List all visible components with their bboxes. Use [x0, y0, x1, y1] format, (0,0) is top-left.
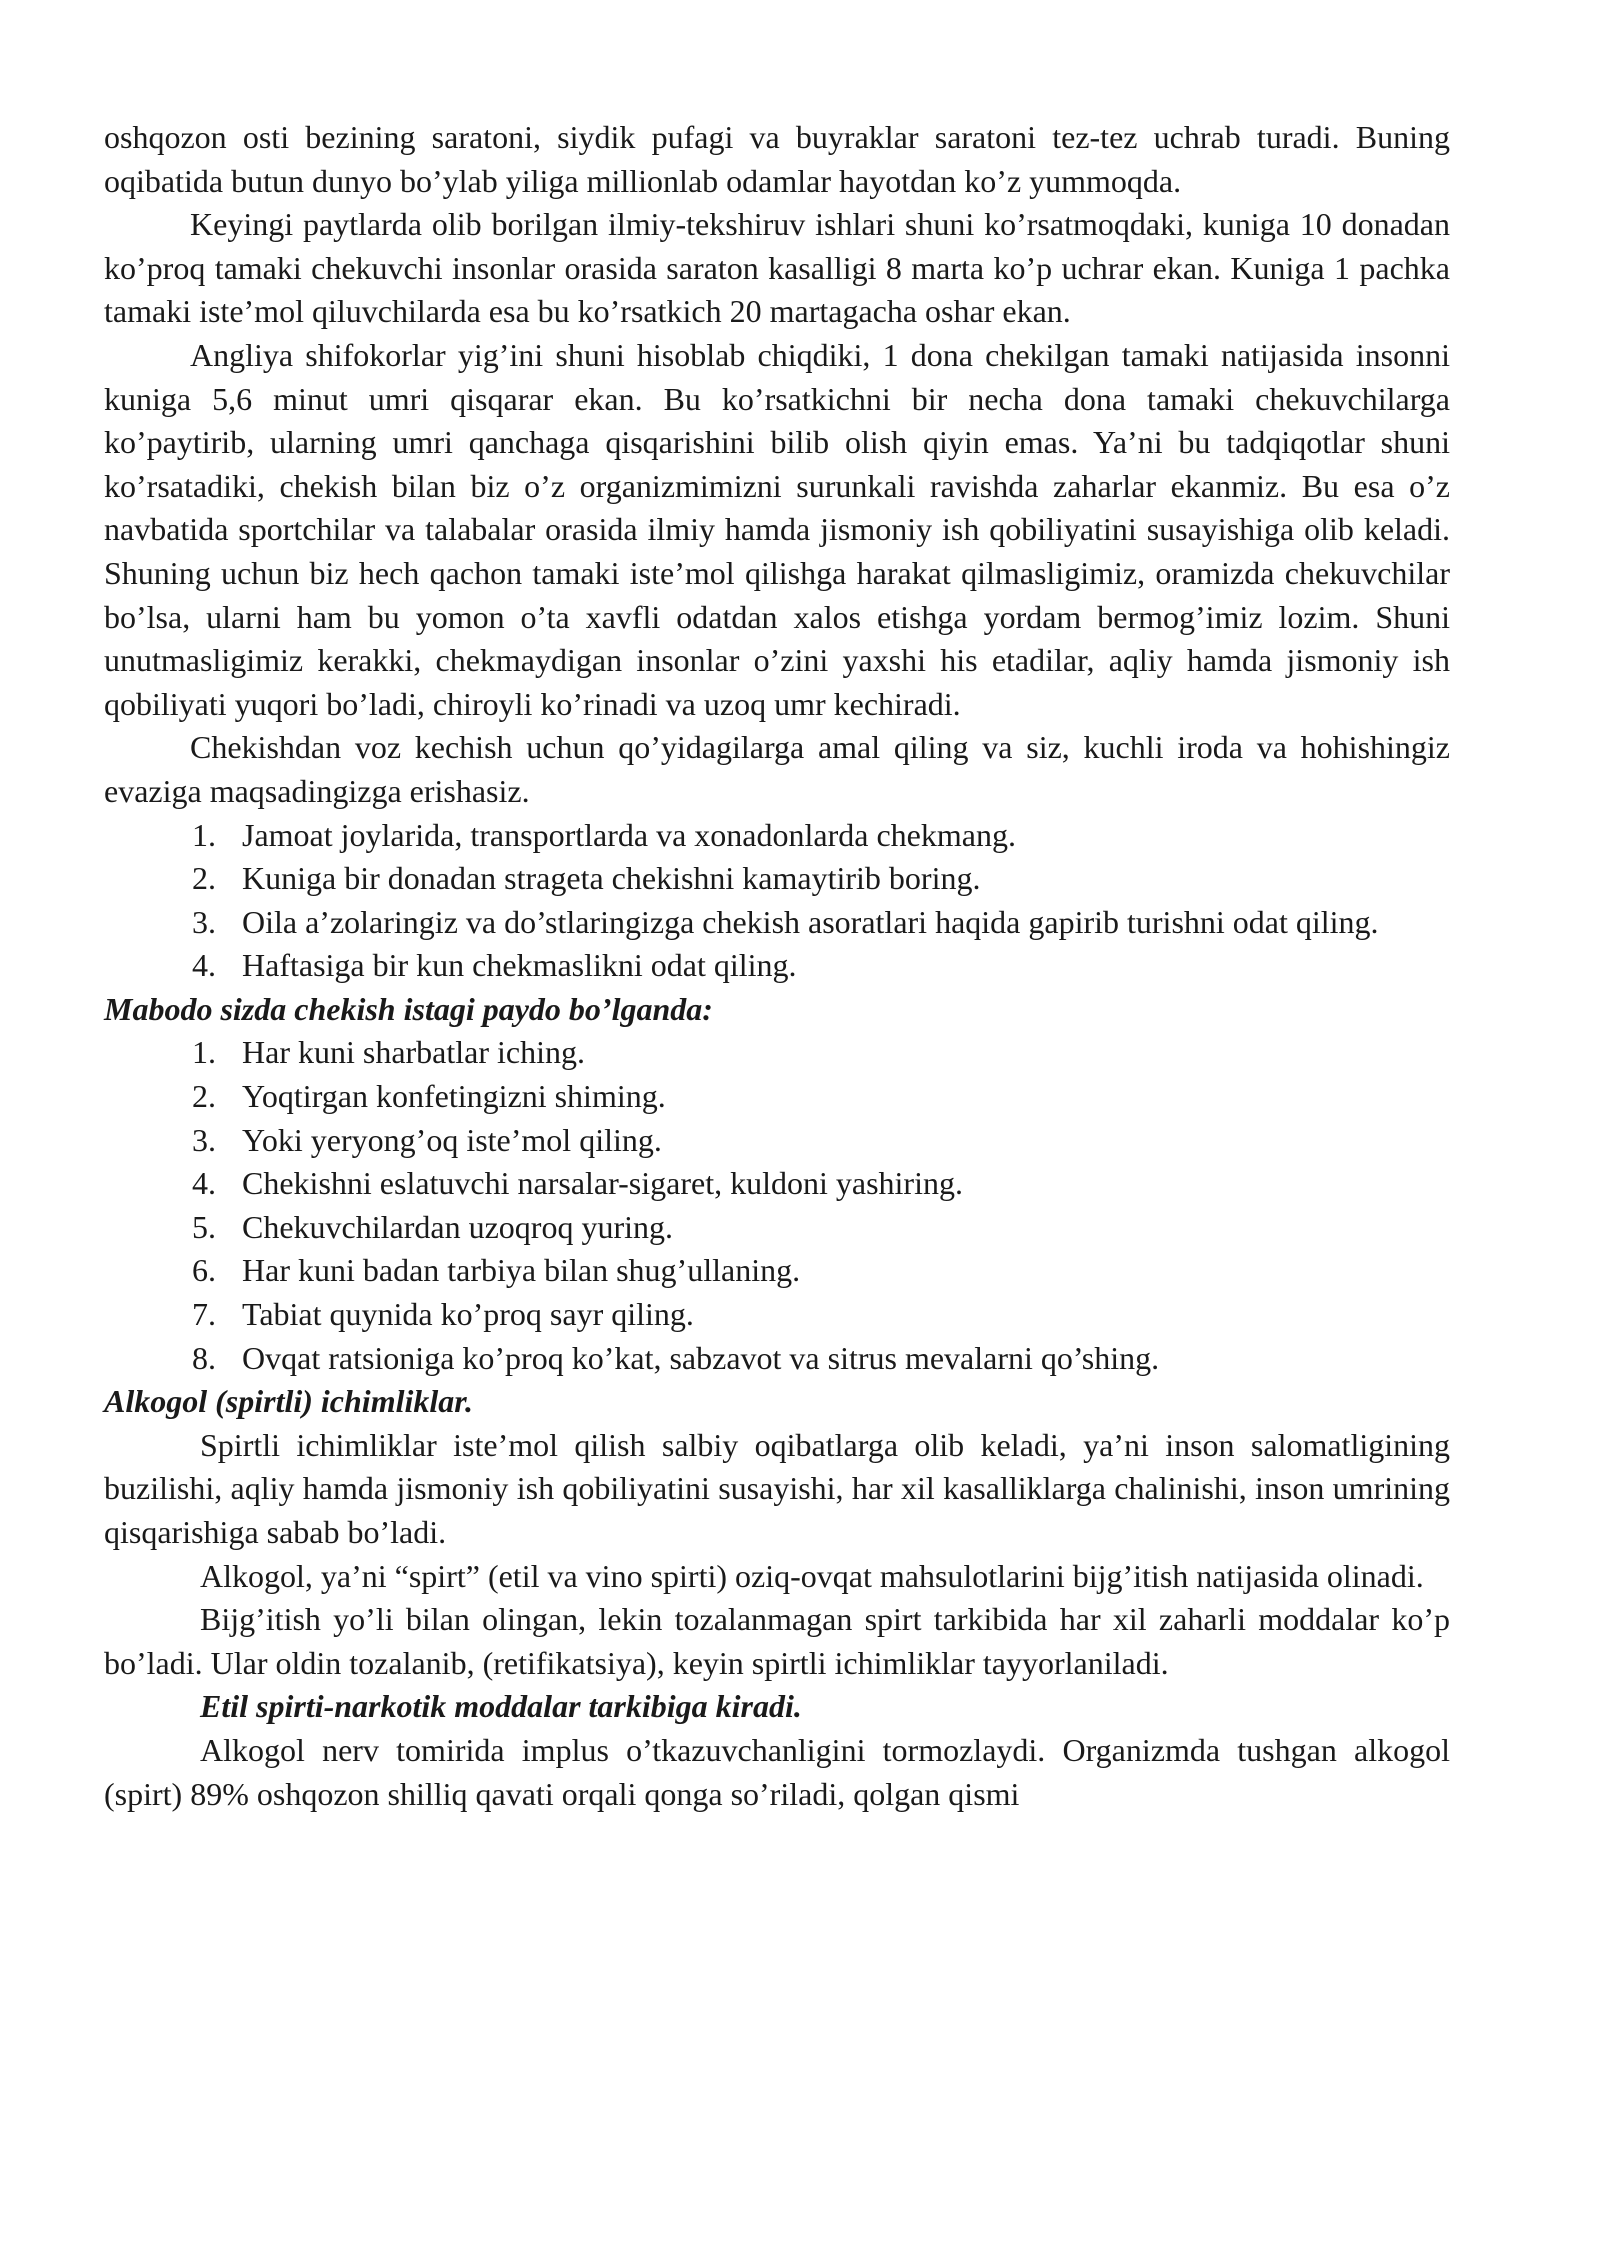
quit-list — [104, 814, 1450, 988]
list-text: Yoki yeryong’oq iste’mol qiling. — [242, 1121, 662, 1158]
list-number: 4. — [192, 947, 216, 984]
list-number: 3. — [192, 1121, 216, 1158]
list-item — [104, 944, 1450, 988]
list-text: Yoqtirgan konfetingizni shiming. — [242, 1078, 666, 1115]
list-item — [104, 1206, 1450, 1250]
paragraph-quit-advice: Chekishdan voz kechish uchun qo’yidagilarga amal qiling va siz, kuchli iroda va hohishingiz evaziga maqsadingizga erishasiz. — [104, 729, 1450, 809]
list-item — [104, 1162, 1450, 1206]
paragraph-nerve: Alkogol nerv tomirida implus o’tkazuvchanligini tormozlaydi. Organizmda tushgan alkogol (spirt) 89% oshqozon shilliq qavati orqali qonga so’riladi, qolgan qismi — [104, 1731, 1450, 1812]
urge-list — [104, 1031, 1450, 1380]
list-number: 2. — [192, 860, 216, 897]
list-text: Har kuni sharbatlar iching. — [242, 1034, 585, 1071]
list-number: 4. — [192, 1165, 216, 1202]
list-item — [104, 1119, 1450, 1163]
list-item — [104, 1293, 1450, 1337]
list-text: Oila a’zolaringiz va do’stlaringizga chekish asoratlari haqida gapirib turishni odat qiling. — [242, 903, 1379, 940]
list-number: 1. — [192, 816, 216, 853]
list-item — [104, 1249, 1450, 1293]
list-item — [104, 1075, 1450, 1119]
list-text: Jamoat joylarida, transportlarda va xonadonlarda chekmang. — [242, 816, 1016, 853]
list-number: 3. — [192, 903, 216, 940]
heading-alcohol: Alkogol (spirtli) ichimliklar. — [104, 1383, 473, 1420]
list-number: 6. — [192, 1252, 216, 1289]
paragraph-intro: oshqozon osti bezining saratoni, siydik pufagi va buyraklar saratoni tez-tez uchrab turadi. Buning oqibatida butun dunyo bo’ylab yiliga millionlab odamlar hayotdan ko’z yummoqda. — [104, 119, 1450, 199]
heading-narcotic: Etil spirti-narkotik moddalar tarkibiga kiradi. — [200, 1688, 802, 1725]
list-text: Haftasiga bir kun chekmaslikni odat qiling. — [242, 947, 797, 984]
list-text: Kuniga bir donadan strageta chekishni kamaytirib boring. — [242, 860, 981, 897]
list-item — [104, 1337, 1450, 1381]
list-text: Chekishni eslatuvchi narsalar-sigaret, kuldoni yashiring. — [242, 1165, 963, 1202]
list-number: 2. — [192, 1078, 216, 1115]
paragraph-research: Keyingi paytlarda olib borilgan ilmiy-tekshiruv ishlari shuni ko’rsatmoqdaki, kuniga 10 donadan ko’proq tamaki chekuvchi insonlar orasida saraton kasalligi 8 marta ko’p uchrar ekan. Kuniga 1 pachka tamaki iste’mol qiluvchilarda esa bu ko’rsatkich 20 martagacha oshar ekan. — [104, 206, 1450, 330]
list-number: 1. — [192, 1034, 216, 1071]
paragraph-alcohol-definition: Alkogol, ya’ni “spirt” (etil va vino spirti) oziq-ovqat mahsulotlarini bijg’itish natijasida olinadi. — [200, 1557, 1424, 1594]
paragraph-england: Angliya shifokorlar yig’ini shuni hisoblab chiqdiki, 1 dona chekilgan tamaki natijasida insonni kuniga 5,6 minut umri qisqarar ekan. Bu ko’rsatkichni bir necha dona tamaki chekuvchilarga ko’paytirib, ularning umri qanchaga qisqarishini bilib olish qiyin emas. Ya’ni bu tadqiqotlar shuni ko’rsatadiki, chekish bilan biz o’z organizmimizni surunkali ravishda zaharlar ekanmiz. Bu esa o’z navbatida sportchilar va talabalar orasida ilmiy hamda jismoniy ish qobiliyatini susayishiga olib keladi. Shuning uchun biz hech qachon tamaki iste’mol qilishga harakat qilmasligimiz, oramizda chekuvchilar bo’lsa, ularni ham bu yomon o’ta xavfli odatdan xalos etishga yordam bermog’imiz lozim. Shuni unutmasligimiz kerakki, chekmaydigan insonlar o’zini yaxshi his etadilar, aqliy hamda jismoniy ish qobiliyati yuqori bo’ladi, chiroyli ko’rinadi va uzoq umr kechiradi. — [104, 336, 1450, 722]
list-number: 8. — [192, 1339, 216, 1376]
list-number: 5. — [192, 1208, 216, 1245]
list-item — [104, 857, 1450, 901]
list-text: Ovqat ratsioniga ko’proq ko’kat, sabzavot va sitrus mevalarni qo’shing. — [242, 1339, 1160, 1376]
list-number: 7. — [192, 1296, 216, 1333]
list-text: Tabiat quynida ko’proq sayr qiling. — [242, 1296, 694, 1333]
heading-urge: Mabodo sizda chekish istagi paydo bo’lganda: — [104, 990, 713, 1027]
list-item — [104, 1031, 1450, 1075]
paragraph-fermentation: Bijg’itish yo’li bilan olingan, lekin tozalanmagan spirt tarkibida har xil zaharli moddalar ko’p bo’ladi. Ular oldin tozalanib, (retifikatsiya), keyin spirtli ichimliklar tayyorlaniladi. — [104, 1601, 1450, 1681]
document-page — [104, 116, 1450, 1816]
list-item — [104, 814, 1450, 858]
list-text: Har kuni badan tarbiya bilan shug’ullaning. — [242, 1252, 801, 1289]
list-text: Chekuvchilardan uzoqroq yuring. — [242, 1208, 673, 1245]
list-item — [104, 901, 1450, 945]
paragraph-alcohol-effects: Spirtli ichimliklar iste’mol qilish salbiy oqibatlarga olib keladi, ya’ni inson salomatligining buzilishi, aqliy hamda jismoniy ish qobiliyatini susayishi, har xil kasalliklarga chalinishi, inson umrining qisqarishiga sabab bo’ladi. — [104, 1426, 1450, 1550]
